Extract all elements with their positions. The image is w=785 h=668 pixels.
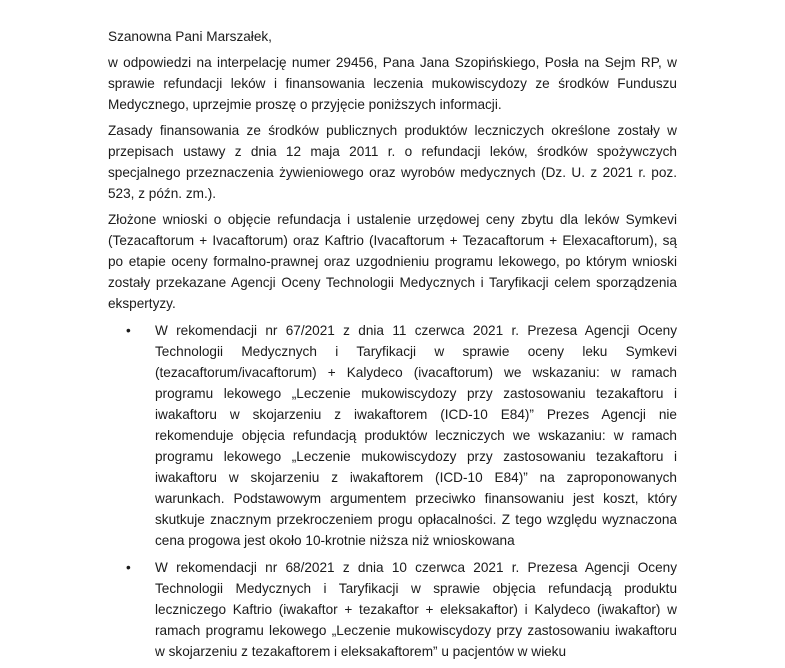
salutation: Szanowna Pani Marszałek, <box>108 29 272 44</box>
recommendation-list <box>108 320 677 662</box>
list-item-text: W rekomendacji nr 67/2021 z dnia 11 czerwca 2021 r. Prezesa Agencji Oceny Technologii Medycznych i Taryfikacji w sprawie oceny leku Symkevi (tezacaftorum/ivacaftorum) + Kalydeco (ivacaftorum) we wskazaniu: w ramach programu lekowego „Leczenie mukowiscydozy przy zastosowaniu tezakaftoru i iwakaftoru w skojarzeniu z iwakaftorem (ICD-10 E84)” Prezes Agencji nie rekomenduje objęcia refundacją produktów leczniczych we wskazaniu: w ramach programu lekowego „Leczenie mukowiscydozy przy zastosowaniu tezakaftoru i iwakaftoru w skojarzeniu z iwakaftorem (ICD-10 E84)” na zaproponowanych warunkach. Podstawowym argumentem przeciwko finansowaniu jest koszt, który skutkuje znacznym przekroczeniem progu opłacalności. Z tego względu wyznaczona cena progowa jest około 10-krotnie niższa niż wnioskowana <box>155 323 677 548</box>
list-item-recommendation-67-2021 <box>108 320 677 551</box>
paragraph-legal-basis: Zasady finansowania ze środków publicznych produktów leczniczych określone zostały w przepisach ustawy z dnia 12 maja 2011 r. o refundacji leków, środków spożywczych specjalnego przeznaczenia żywieniowego oraz wyrobów medycznych (Dz. U. z 2021 r. poz. 523, z późn. zm.). <box>108 123 677 201</box>
bullet-icon: • <box>126 323 131 338</box>
bullet-icon: • <box>126 560 131 575</box>
paragraph-refund-applications: Złożone wnioski o objęcie refundacja i ustalenie urzędowej ceny zbytu dla leków Symkevi (Tezacaftorum + Ivacaftorum) oraz Kaftrio (Ivacaftorum + Tezacaftorum + Elexacaftorum), są po etapie oceny formalno-prawnej oraz uzgodnieniu programu lekowego, po którym wnioski zostały przekazane Agencji Oceny Technologii Medycznych i Taryfikacji celem sporządzenia ekspertyzy. <box>108 212 677 311</box>
list-item-text: W rekomendacji nr 68/2021 z dnia 10 czerwca 2021 r. Prezesa Agencji Oceny Technologii Medycznych i Taryfikacji w sprawie objęcia refundacją produktu leczniczego Kaftrio (iwakaftor + tezakaftor + eleksakaftor) i Kalydeco (iwakaftor) w ramach programu lekowego „Leczenie mukowiscydozy przy zastosowaniu iwakaftoru w skojarzeniu z tezakaftorem i eleksakaftorem” u pacjentów w wieku <box>155 560 677 659</box>
paragraph-interpellation-intro: w odpowiedzi na interpelację numer 29456, Pana Jana Szopińskiego, Posła na Sejm RP, w sprawie refundacji leków i finansowania leczenia mukowiscydozy ze środków Funduszu Medycznego, uprzejmie proszę o przyjęcie poniższych informacji. <box>108 55 677 112</box>
list-item-recommendation-68-2021 <box>108 557 677 662</box>
